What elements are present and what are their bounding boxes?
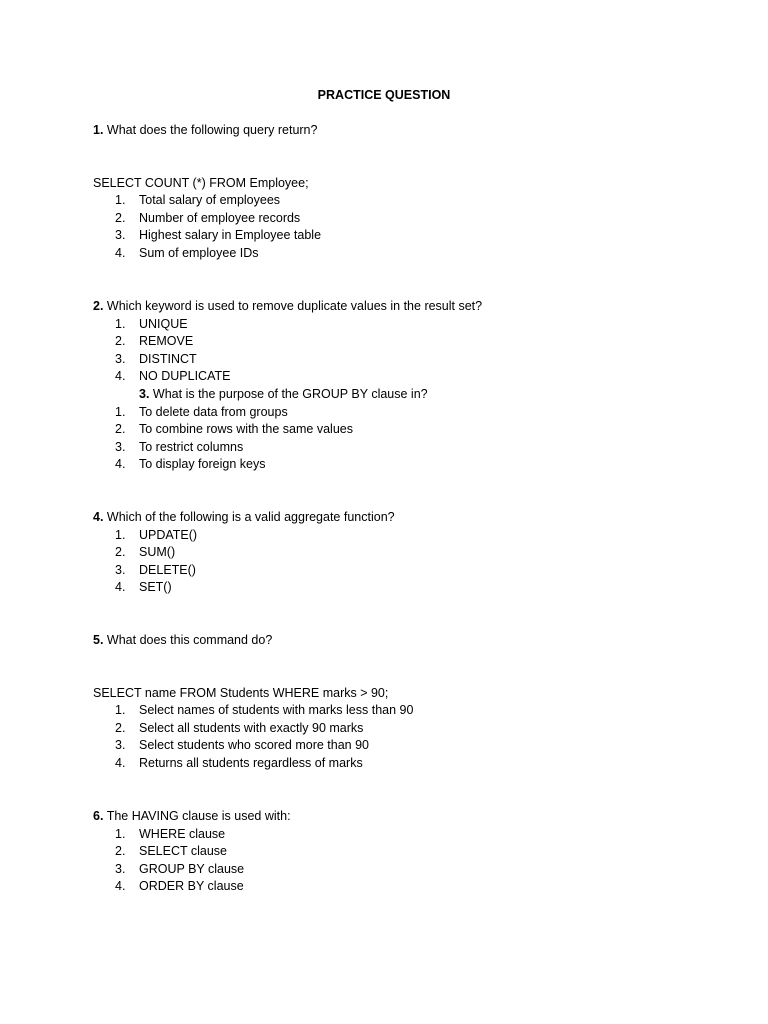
option-item: 4. Sum of employee IDs	[115, 245, 259, 260]
option-item: 2. Number of employee records	[115, 210, 301, 225]
question-4	[93, 509, 713, 597]
option-list	[93, 826, 713, 896]
option-item: 3. To restrict columns	[115, 439, 244, 454]
question-6	[93, 808, 713, 896]
question-3-text: 3. What is the purpose of the GROUP BY clause in?	[139, 386, 428, 401]
question-2	[93, 298, 713, 474]
option-item: 2. SUM()	[115, 545, 176, 560]
page-title: PRACTICE QUESTION	[317, 88, 451, 102]
question-text: 6. The HAVING clause is used with:	[93, 809, 291, 823]
option-item: 3. Highest salary in Employee table	[115, 228, 322, 243]
option-item: 4. SET()	[115, 580, 172, 595]
option-item: 2. REMOVE	[115, 334, 194, 349]
question-text: 5. What does this command do?	[93, 633, 273, 647]
option-item: 4. To display foreign keys	[115, 457, 266, 472]
option-list	[93, 527, 713, 597]
option-item: 3. Select students who scored more than 90	[115, 738, 369, 753]
option-item: 4. Returns all students regardless of marks	[115, 755, 363, 770]
option-item: 4. NO DUPLICATE	[115, 369, 231, 384]
question-5	[93, 632, 713, 773]
option-item: 3. DELETE()	[115, 562, 196, 577]
question-text: 1. What does the following query return?	[93, 123, 318, 137]
option-item: 1. UNIQUE	[115, 316, 188, 331]
option-item: 1. To delete data from groups	[115, 404, 288, 419]
question-number: 1.	[93, 123, 104, 137]
option-list	[93, 192, 713, 262]
option-item: 2. SELECT clause	[115, 844, 228, 859]
question-number: 3.	[139, 386, 150, 401]
option-item: 4. ORDER BY clause	[115, 879, 244, 894]
question-number: 4.	[93, 510, 104, 524]
option-item: 3. GROUP BY clause	[115, 861, 245, 876]
option-item: 2. Select all students with exactly 90 marks	[115, 720, 364, 735]
question-text: 4. Which of the following is a valid aggregate function?	[93, 510, 395, 524]
question-number: 2.	[93, 299, 104, 313]
option-item: 1. WHERE clause	[115, 826, 226, 841]
option-item: 1. UPDATE()	[115, 527, 198, 542]
question-number: 5.	[93, 633, 104, 647]
question-1	[93, 122, 713, 263]
option-item: 2. To combine rows with the same values	[115, 422, 353, 437]
sql-query: SELECT name FROM Students WHERE marks > 90;	[93, 685, 389, 700]
option-item: 3. DISTINCT	[115, 351, 197, 366]
question-text: 2. Which keyword is used to remove duplicate values in the result set?	[93, 299, 483, 313]
sql-query: SELECT COUNT (*) FROM Employee;	[93, 175, 309, 190]
question-number: 6.	[93, 809, 104, 823]
option-list	[93, 702, 713, 772]
option-list	[93, 404, 713, 474]
option-item: 1. Total salary of employees	[115, 193, 281, 208]
option-list	[93, 316, 713, 386]
option-item: 1. Select names of students with marks less than 90	[115, 703, 414, 718]
